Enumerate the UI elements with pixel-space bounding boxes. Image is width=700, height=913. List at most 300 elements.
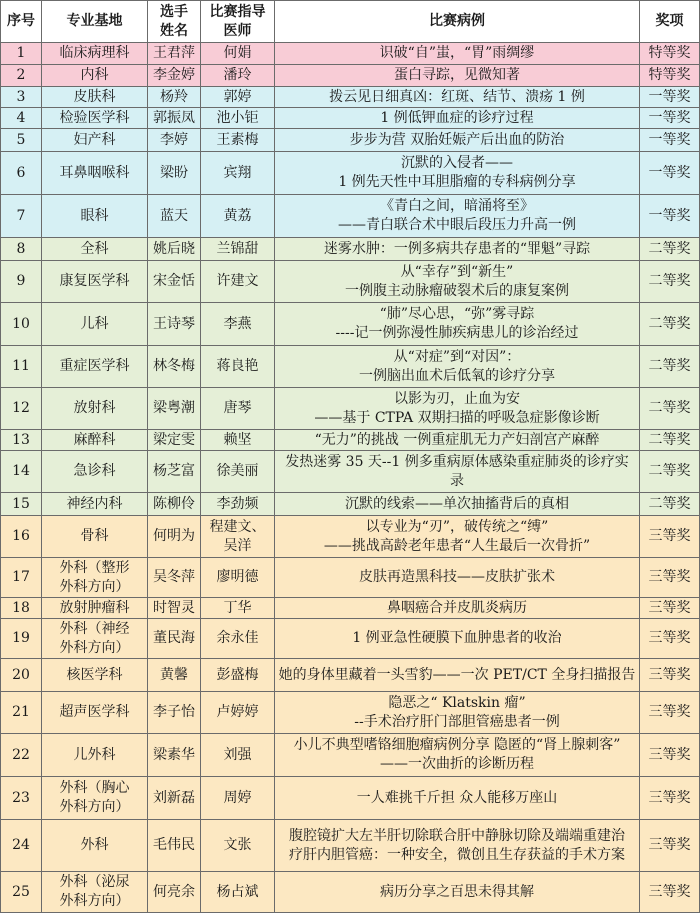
cell-case bbox=[275, 598, 640, 619]
cell-player bbox=[148, 195, 201, 238]
table-row bbox=[1, 87, 700, 108]
cell-award-text: 三等奖 bbox=[648, 704, 691, 720]
cell-no bbox=[1, 777, 42, 820]
header-row bbox=[1, 1, 700, 43]
cell-case-line: 小儿不典型嗜铬细胞瘤病例分享 隐匿的“肾上腺刺客” bbox=[293, 737, 621, 753]
cell-player bbox=[148, 777, 201, 820]
cell-player-line: 梁盼 bbox=[160, 164, 188, 181]
cell-mentor bbox=[201, 195, 275, 238]
cell-award-text: 三等奖 bbox=[648, 528, 691, 544]
cell-award-text: 二等奖 bbox=[648, 240, 691, 257]
cell-player-line: 蓝天 bbox=[160, 207, 188, 224]
header-award: 奖项 bbox=[640, 1, 700, 43]
cell-mentor bbox=[201, 152, 275, 195]
cell-base bbox=[42, 619, 148, 659]
header-player: 选手 姓名 bbox=[148, 1, 201, 43]
cell-no bbox=[1, 195, 42, 238]
cell-no-text: 19 bbox=[12, 630, 30, 646]
cell-base-line: 重症医学科 bbox=[59, 358, 130, 374]
cell-case-line: 一人难挑千斤担 众人能移万座山 bbox=[356, 789, 558, 806]
cell-base bbox=[42, 346, 148, 388]
cell-award bbox=[640, 659, 700, 692]
cell-mentor bbox=[201, 65, 275, 87]
cell-base-line: 检验医学科 bbox=[59, 109, 130, 126]
cell-mentor-line: 唐琴 bbox=[223, 400, 252, 416]
cell-base bbox=[42, 87, 148, 108]
cell-player-line: 董民海 bbox=[153, 630, 195, 646]
table-row bbox=[1, 451, 700, 493]
cell-case bbox=[275, 43, 640, 65]
cell-case bbox=[275, 87, 640, 108]
cell-case bbox=[275, 152, 640, 195]
cell-case-line: 以专业为“刃”，破传统之“缚” bbox=[365, 518, 549, 535]
cell-award bbox=[640, 108, 700, 129]
cell-no-text: 24 bbox=[12, 837, 30, 853]
cell-case-line: 以影为刃，止血为安 bbox=[394, 390, 520, 407]
cell-base-line: 外科方向） bbox=[59, 799, 130, 815]
cell-player-line: 李子怡 bbox=[153, 704, 195, 720]
cell-mentor bbox=[201, 659, 275, 692]
cell-mentor-line: 郭婷 bbox=[223, 88, 252, 105]
cell-award-text: 二等奖 bbox=[648, 315, 691, 332]
cell-award-text: 特等奖 bbox=[648, 67, 691, 83]
cell-player bbox=[148, 238, 201, 261]
cell-award bbox=[640, 820, 700, 872]
cell-base bbox=[42, 129, 148, 152]
cell-case-line: 一例脑出血术后低氧的诊疗分享 bbox=[359, 367, 555, 384]
cell-mentor bbox=[201, 346, 275, 388]
table-row bbox=[1, 659, 700, 692]
cell-award bbox=[640, 129, 700, 152]
cell-mentor bbox=[201, 820, 275, 872]
cell-case-line: “无力”的挑战 一例重症肌无力产妇剖宫产麻醉 bbox=[314, 431, 600, 448]
cell-base-line: 儿外科 bbox=[73, 746, 116, 763]
cell-base bbox=[42, 303, 148, 346]
cell-case-line: 皮肤再造黑科技——皮肤扩张术 bbox=[359, 569, 555, 585]
cell-player bbox=[148, 87, 201, 108]
table-row bbox=[1, 346, 700, 388]
cell-base-line: 外科（神经 bbox=[59, 620, 130, 637]
cell-mentor bbox=[201, 388, 275, 430]
cell-award bbox=[640, 619, 700, 659]
cell-base bbox=[42, 872, 148, 913]
cell-award bbox=[640, 430, 700, 451]
cell-award-text: 三等奖 bbox=[648, 569, 691, 585]
cell-no bbox=[1, 43, 42, 65]
cell-player-line: 何明为 bbox=[153, 528, 195, 544]
cell-no-text: 9 bbox=[16, 273, 26, 289]
cell-case-line: 录 bbox=[450, 472, 464, 489]
cell-base bbox=[42, 659, 148, 692]
cell-player-line: 王君萍 bbox=[153, 45, 195, 61]
cell-award-text: 二等奖 bbox=[648, 495, 691, 512]
cell-no bbox=[1, 152, 42, 195]
table-row bbox=[1, 558, 700, 598]
cell-player bbox=[148, 43, 201, 65]
cell-case-line: 《青白之间，暗涌将至》 bbox=[380, 198, 534, 214]
cell-mentor-line: 吴洋 bbox=[223, 537, 252, 554]
cell-no-text: 22 bbox=[12, 746, 30, 763]
cell-no-text: 12 bbox=[12, 400, 30, 416]
cell-no-text: 10 bbox=[12, 315, 30, 332]
cell-base bbox=[42, 65, 148, 87]
cell-base-line: 放射科 bbox=[73, 400, 116, 416]
cell-player-line: 毛伟民 bbox=[153, 837, 195, 853]
table-row bbox=[1, 388, 700, 430]
cell-case bbox=[275, 619, 640, 659]
cell-no-text: 13 bbox=[12, 431, 30, 448]
cell-base bbox=[42, 261, 148, 303]
table-row bbox=[1, 238, 700, 261]
cell-case-line: 从“幸存”到“新生” bbox=[400, 263, 514, 280]
cell-mentor-line: 蒋良艳 bbox=[216, 358, 259, 374]
cell-award-text: 三等奖 bbox=[648, 599, 691, 616]
cell-case-line: 隐恶之“ Klatskin 瘤” bbox=[388, 694, 526, 711]
cell-mentor-line: 彭盛梅 bbox=[216, 666, 259, 683]
cell-mentor bbox=[201, 430, 275, 451]
cell-case bbox=[275, 430, 640, 451]
cell-mentor-line: 池小钜 bbox=[216, 109, 259, 126]
cell-player bbox=[148, 129, 201, 152]
cell-base-line: 妇产科 bbox=[73, 131, 116, 148]
cell-case-line: 她的身体里藏着一头雪豹——一次 PET/CT 全身扫描报告 bbox=[278, 666, 636, 683]
cell-no-text: 16 bbox=[12, 528, 30, 544]
cell-no bbox=[1, 303, 42, 346]
cell-award bbox=[640, 872, 700, 913]
cell-player bbox=[148, 516, 201, 558]
cell-case bbox=[275, 659, 640, 692]
cell-base bbox=[42, 493, 148, 516]
cell-player bbox=[148, 261, 201, 303]
cell-player-line: 李金婷 bbox=[153, 67, 195, 83]
cell-no bbox=[1, 516, 42, 558]
cell-case-line: ——一次曲折的诊断历程 bbox=[380, 756, 534, 772]
cell-player bbox=[148, 619, 201, 659]
table-row bbox=[1, 872, 700, 913]
cell-base bbox=[42, 598, 148, 619]
cell-no-text: 3 bbox=[16, 88, 26, 105]
cell-player bbox=[148, 65, 201, 87]
cell-case-line: 沉默的入侵者—— bbox=[401, 155, 513, 171]
cell-player-line: 梁定雯 bbox=[153, 431, 195, 448]
cell-no bbox=[1, 451, 42, 493]
cell-case-line: 鼻咽癌合并皮肌炎病历 bbox=[387, 599, 527, 616]
cell-player bbox=[148, 872, 201, 913]
cell-no-text: 2 bbox=[16, 67, 26, 83]
cell-mentor-line: 徐美丽 bbox=[216, 463, 259, 479]
cell-player-line: 杨羚 bbox=[160, 88, 188, 105]
cell-base bbox=[42, 43, 148, 65]
cell-base-line: 外科（整形 bbox=[59, 559, 130, 576]
cell-base bbox=[42, 777, 148, 820]
cell-award-text: 三等奖 bbox=[648, 630, 691, 646]
cell-award bbox=[640, 451, 700, 493]
cell-award-text: 二等奖 bbox=[648, 400, 691, 416]
cell-mentor bbox=[201, 493, 275, 516]
cell-base bbox=[42, 152, 148, 195]
table-row bbox=[1, 777, 700, 820]
cell-base-line: 外科（胸心 bbox=[59, 780, 130, 796]
table-row bbox=[1, 129, 700, 152]
cell-mentor-line: 廖明德 bbox=[216, 569, 259, 585]
cell-no bbox=[1, 659, 42, 692]
cell-case bbox=[275, 65, 640, 87]
cell-base-line: 耳鼻咽喉科 bbox=[59, 164, 130, 181]
cell-mentor-line: 宾翔 bbox=[223, 164, 252, 181]
cell-no bbox=[1, 598, 42, 619]
cell-no-text: 1 bbox=[16, 45, 26, 61]
cell-award-text: 一等奖 bbox=[648, 131, 691, 148]
cell-player bbox=[148, 303, 201, 346]
cell-player-line: 郭振凤 bbox=[153, 109, 195, 126]
cell-award-text: 二等奖 bbox=[648, 463, 691, 479]
cell-no-text: 23 bbox=[12, 789, 30, 806]
cell-player bbox=[148, 734, 201, 777]
cell-no bbox=[1, 734, 42, 777]
cell-player bbox=[148, 692, 201, 734]
cell-case-line: 从“对症”到“对因”： bbox=[393, 348, 521, 365]
cell-award bbox=[640, 87, 700, 108]
cell-case-line: 拨云见日细真凶：红斑、结节、溃疡 1 例 bbox=[329, 88, 585, 105]
cell-no bbox=[1, 493, 42, 516]
cell-no bbox=[1, 261, 42, 303]
cell-mentor-line: 潘玲 bbox=[223, 67, 252, 83]
cell-player bbox=[148, 346, 201, 388]
cell-base-line: 外科方向） bbox=[59, 639, 130, 656]
cell-award bbox=[640, 692, 700, 734]
cell-player-line: 梁粤潮 bbox=[153, 400, 195, 416]
cell-case-line: 步步为营 双胎妊娠产后出血的防治 bbox=[349, 131, 565, 148]
cell-case bbox=[275, 346, 640, 388]
cell-no bbox=[1, 820, 42, 872]
cell-mentor bbox=[201, 87, 275, 108]
cell-mentor-line: 何娟 bbox=[223, 45, 252, 61]
cell-case-line: ——基于 CTPA 双期扫描的呼吸急症影像诊断 bbox=[314, 409, 600, 426]
cell-no bbox=[1, 346, 42, 388]
cell-case-line: 迷雾水肿：一例多病共存患者的“罪魁”寻踪 bbox=[323, 240, 591, 257]
cell-player bbox=[148, 108, 201, 129]
cell-case bbox=[275, 303, 640, 346]
cell-player-line: 陈柳伶 bbox=[153, 495, 195, 512]
cell-case bbox=[275, 261, 640, 303]
cell-base-line: 全科 bbox=[80, 240, 109, 257]
cell-player bbox=[148, 152, 201, 195]
cell-mentor-line: 黄荔 bbox=[223, 207, 252, 224]
cell-player bbox=[148, 388, 201, 430]
cell-case bbox=[275, 493, 640, 516]
table-row bbox=[1, 619, 700, 659]
cell-mentor-line: 刘强 bbox=[223, 746, 252, 763]
cell-no-text: 17 bbox=[12, 569, 30, 585]
table-row bbox=[1, 820, 700, 872]
cell-mentor-line: 赖坚 bbox=[223, 431, 252, 448]
cell-base bbox=[42, 451, 148, 493]
cell-mentor-line: 程建文、 bbox=[209, 518, 266, 535]
cell-award-text: 一等奖 bbox=[648, 164, 691, 181]
cell-mentor bbox=[201, 261, 275, 303]
cell-player-line: 吴冬萍 bbox=[153, 569, 195, 585]
cell-award-text: 三等奖 bbox=[648, 789, 691, 806]
cell-mentor bbox=[201, 303, 275, 346]
table-row bbox=[1, 493, 700, 516]
cell-mentor bbox=[201, 598, 275, 619]
table-body bbox=[1, 43, 700, 913]
cell-mentor bbox=[201, 238, 275, 261]
cell-no bbox=[1, 108, 42, 129]
cell-no bbox=[1, 872, 42, 913]
cell-case bbox=[275, 516, 640, 558]
cell-award bbox=[640, 65, 700, 87]
cell-base-line: 康复医学科 bbox=[59, 273, 130, 289]
cell-base bbox=[42, 195, 148, 238]
cell-case-line: 沉默的线索——单次抽搐背后的真相 bbox=[345, 495, 569, 512]
table-row bbox=[1, 261, 700, 303]
cell-base bbox=[42, 734, 148, 777]
cell-base-line: 内科 bbox=[80, 67, 109, 83]
cell-mentor-line: 兰锦甜 bbox=[216, 240, 259, 257]
cell-award bbox=[640, 43, 700, 65]
cell-base-line: 急诊科 bbox=[73, 463, 116, 479]
cell-no-text: 14 bbox=[12, 463, 30, 479]
cell-base-line: 外科 bbox=[80, 837, 109, 853]
cell-case bbox=[275, 108, 640, 129]
cell-case-line: 识破“自”蚩，“胃”雨绸缪 bbox=[379, 45, 535, 61]
cell-no bbox=[1, 388, 42, 430]
cell-case bbox=[275, 129, 640, 152]
cell-mentor bbox=[201, 692, 275, 734]
table-row bbox=[1, 303, 700, 346]
table-row bbox=[1, 195, 700, 238]
cell-player bbox=[148, 493, 201, 516]
table-row bbox=[1, 734, 700, 777]
cell-case-line: “肺”尽心思，“弥”雾寻踪 bbox=[379, 306, 535, 322]
cell-case-line: 一例腹主动脉瘤破裂术后的康复案例 bbox=[345, 282, 569, 299]
cell-award bbox=[640, 558, 700, 598]
cell-mentor-line: 周婷 bbox=[223, 789, 252, 806]
table-row bbox=[1, 65, 700, 87]
cell-case-line: 发热迷雾 35 天--1 例多重病原体感染重症肺炎的诊疗实 bbox=[285, 453, 629, 470]
cell-case-line: 1 例亚急性硬膜下血肿患者的收治 bbox=[352, 630, 562, 646]
cell-case bbox=[275, 734, 640, 777]
cell-no bbox=[1, 558, 42, 598]
cell-no bbox=[1, 619, 42, 659]
cell-no bbox=[1, 430, 42, 451]
cell-no bbox=[1, 65, 42, 87]
cell-case bbox=[275, 820, 640, 872]
cell-award-text: 特等奖 bbox=[648, 45, 691, 61]
cell-player-line: 时智灵 bbox=[153, 599, 195, 616]
cell-base bbox=[42, 558, 148, 598]
cell-base-line: 外科（泌尿 bbox=[59, 874, 130, 890]
cell-base-line: 儿科 bbox=[80, 315, 109, 332]
cell-award bbox=[640, 777, 700, 820]
cell-no-text: 15 bbox=[12, 495, 30, 512]
cell-award-text: 三等奖 bbox=[648, 666, 691, 683]
cell-player bbox=[148, 820, 201, 872]
cell-player bbox=[148, 451, 201, 493]
cell-award-text: 三等奖 bbox=[648, 883, 691, 900]
cell-base-line: 神经内科 bbox=[66, 495, 123, 512]
cell-case-line: 病历分享之百思未得其解 bbox=[380, 883, 534, 900]
cell-no-text: 18 bbox=[12, 599, 30, 616]
cell-base-line: 眼科 bbox=[80, 207, 109, 224]
cell-mentor bbox=[201, 558, 275, 598]
cell-player-line: 杨芝富 bbox=[153, 463, 195, 479]
cell-base-line: 放射肿瘤科 bbox=[59, 599, 130, 616]
cell-award bbox=[640, 598, 700, 619]
cell-player-line: 梁素华 bbox=[153, 746, 195, 763]
cell-award-text: 三等奖 bbox=[648, 746, 691, 763]
cell-case-line: 1 例先天性中耳胆脂瘤的专科病例分享 bbox=[338, 174, 576, 190]
cell-no bbox=[1, 238, 42, 261]
cell-base-line: 皮肤科 bbox=[73, 88, 116, 105]
cell-case-line: --手术治疗肝门部胆管癌患者一例 bbox=[354, 713, 560, 730]
cell-case bbox=[275, 558, 640, 598]
cell-base-line: 外科方向） bbox=[59, 893, 130, 909]
cell-award bbox=[640, 734, 700, 777]
cell-player-line: 刘新磊 bbox=[153, 789, 195, 806]
cell-case-line: ——挑战高龄老年患者“人生最后一次骨折” bbox=[323, 537, 591, 554]
cell-player-line: 李婷 bbox=[160, 131, 188, 148]
cell-base bbox=[42, 238, 148, 261]
cell-no bbox=[1, 129, 42, 152]
cell-player-line: 黄馨 bbox=[160, 666, 188, 683]
cell-award bbox=[640, 261, 700, 303]
cell-base bbox=[42, 516, 148, 558]
cell-player-line: 何亮余 bbox=[153, 883, 195, 900]
cell-base-line: 外科方向） bbox=[59, 578, 130, 595]
cell-no-text: 25 bbox=[12, 883, 30, 900]
cell-mentor-line: 李劲频 bbox=[216, 495, 259, 512]
cell-award bbox=[640, 388, 700, 430]
cell-case bbox=[275, 777, 640, 820]
cell-no-text: 4 bbox=[16, 109, 26, 126]
cell-case-line: 1 例低钾血症的诊疗过程 bbox=[380, 109, 534, 126]
cell-case bbox=[275, 238, 640, 261]
cell-case-line: ----记一例弥漫性肺疾病患儿的诊治经过 bbox=[335, 325, 579, 341]
cell-mentor bbox=[201, 108, 275, 129]
cell-award bbox=[640, 493, 700, 516]
table-row bbox=[1, 152, 700, 195]
cell-base-line: 超声医学科 bbox=[59, 704, 130, 720]
cell-base bbox=[42, 108, 148, 129]
cell-award-text: 二等奖 bbox=[648, 273, 691, 289]
cell-award bbox=[640, 346, 700, 388]
cell-mentor-line: 许建文 bbox=[216, 273, 259, 289]
cell-mentor-line: 文张 bbox=[223, 837, 252, 853]
cell-mentor-line: 李燕 bbox=[223, 315, 252, 332]
table-row bbox=[1, 43, 700, 65]
cell-base-line: 核医学科 bbox=[66, 666, 123, 683]
cell-player-line: 王诗琴 bbox=[153, 315, 195, 332]
cell-no bbox=[1, 87, 42, 108]
cell-case-line: ——青白联合术中眼后段压力升高一例 bbox=[338, 217, 576, 233]
cell-player bbox=[148, 659, 201, 692]
cell-mentor bbox=[201, 43, 275, 65]
cell-case-line: 腹腔镜扩大左半肝切除联合肝中静脉切除及端端重建治 bbox=[289, 827, 625, 844]
cell-mentor-line: 丁华 bbox=[223, 599, 252, 616]
cell-mentor-line: 王素梅 bbox=[216, 131, 259, 148]
cell-no-text: 21 bbox=[12, 704, 30, 720]
cell-award-text: 三等奖 bbox=[648, 837, 691, 853]
cell-award-text: 一等奖 bbox=[648, 109, 691, 126]
cell-case bbox=[275, 872, 640, 913]
cell-no bbox=[1, 692, 42, 734]
cell-award bbox=[640, 303, 700, 346]
cell-player bbox=[148, 598, 201, 619]
cell-award bbox=[640, 516, 700, 558]
cell-award-text: 一等奖 bbox=[648, 207, 691, 224]
